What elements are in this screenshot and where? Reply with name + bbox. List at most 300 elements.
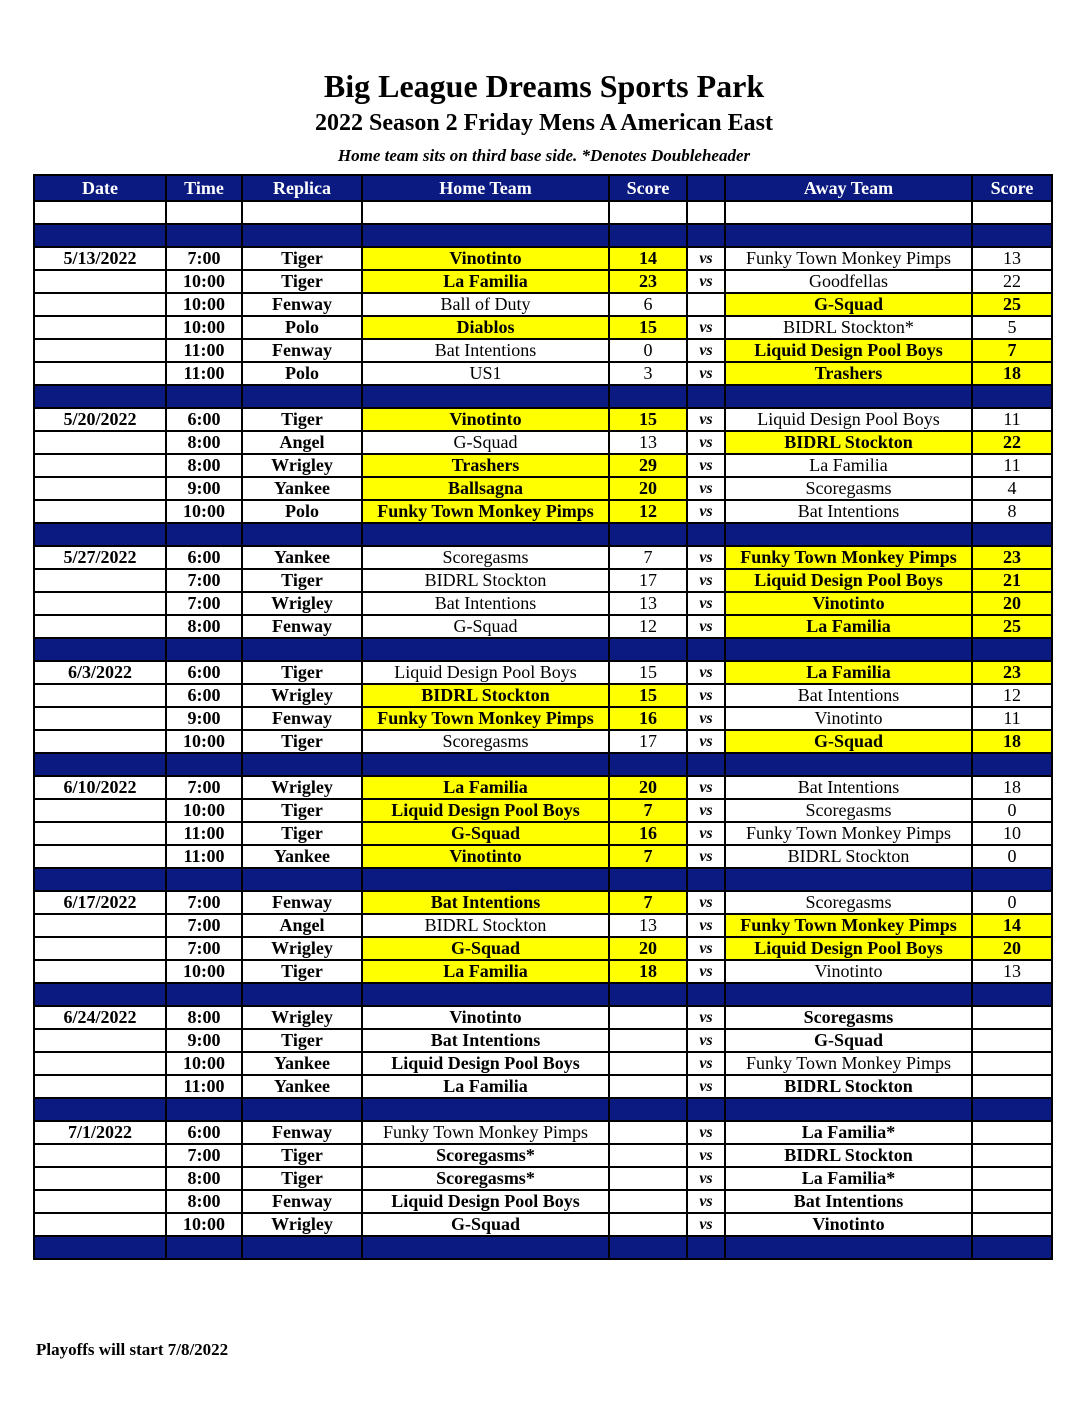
empty-cell: [242, 868, 362, 891]
home-team: Diablos: [362, 316, 609, 339]
table-row: [34, 247, 1052, 270]
home-team: G-Squad: [362, 615, 609, 638]
game-time: 10:00: [166, 960, 242, 983]
away-team: Funky Town Monkey Pimps: [725, 1052, 972, 1075]
game-date: [34, 845, 166, 868]
table-row: [34, 1144, 1052, 1167]
empty-cell: [687, 385, 725, 408]
table-row: [34, 546, 1052, 569]
home-team: Scoregasms*: [362, 1167, 609, 1190]
field-replica: Wrigley: [242, 454, 362, 477]
away-team: Scoregasms: [725, 477, 972, 500]
away-score: [972, 1052, 1052, 1075]
away-team: BIDRL Stockton*: [725, 316, 972, 339]
home-team: BIDRL Stockton: [362, 569, 609, 592]
away-team: BIDRL Stockton: [725, 1075, 972, 1098]
vs-label: vs: [687, 1190, 725, 1213]
away-score: 18: [972, 730, 1052, 753]
vs-label: vs: [687, 960, 725, 983]
home-score: [609, 1144, 687, 1167]
game-date: 6/24/2022: [34, 1006, 166, 1029]
away-score: 14: [972, 914, 1052, 937]
home-score: 15: [609, 408, 687, 431]
away-team: La Familia*: [725, 1121, 972, 1144]
game-date: [34, 500, 166, 523]
away-team: Funky Town Monkey Pimps: [725, 822, 972, 845]
field-replica: Fenway: [242, 1190, 362, 1213]
table-row: [34, 730, 1052, 753]
empty-cell: [725, 983, 972, 1006]
game-date: 5/27/2022: [34, 546, 166, 569]
game-time: 11:00: [166, 845, 242, 868]
empty-cell: [34, 224, 166, 247]
empty-cell: [166, 523, 242, 546]
home-score: [609, 1167, 687, 1190]
empty-cell: [725, 753, 972, 776]
game-date: [34, 454, 166, 477]
empty-cell: [687, 523, 725, 546]
week-separator-row: [34, 224, 1052, 247]
home-team: BIDRL Stockton: [362, 684, 609, 707]
away-score: 12: [972, 684, 1052, 707]
away-score: 25: [972, 615, 1052, 638]
home-team: Scoregasms*: [362, 1144, 609, 1167]
game-time: 10:00: [166, 500, 242, 523]
vs-label: vs: [687, 1144, 725, 1167]
vs-label: vs: [687, 1167, 725, 1190]
field-replica: Tiger: [242, 1144, 362, 1167]
home-score: [609, 1213, 687, 1236]
blank-row: [34, 201, 1052, 224]
empty-cell: [687, 1098, 725, 1121]
empty-cell: [34, 1236, 166, 1259]
empty-cell: [362, 753, 609, 776]
home-score: 15: [609, 684, 687, 707]
empty-cell: [34, 983, 166, 1006]
vs-label: vs: [687, 270, 725, 293]
empty-cell: [725, 868, 972, 891]
empty-cell: [687, 201, 725, 224]
away-score: 21: [972, 569, 1052, 592]
home-team: Bat Intentions: [362, 891, 609, 914]
game-date: [34, 822, 166, 845]
vs-label: vs: [687, 730, 725, 753]
game-date: [34, 431, 166, 454]
empty-cell: [609, 201, 687, 224]
field-replica: Angel: [242, 914, 362, 937]
home-score: 18: [609, 960, 687, 983]
home-team: Liquid Design Pool Boys: [362, 661, 609, 684]
empty-cell: [166, 868, 242, 891]
away-team: Liquid Design Pool Boys: [725, 339, 972, 362]
empty-cell: [166, 983, 242, 1006]
away-team: Scoregasms: [725, 891, 972, 914]
vs-label: vs: [687, 247, 725, 270]
empty-cell: [725, 1098, 972, 1121]
home-score: 12: [609, 615, 687, 638]
col-header-replica: Replica: [242, 175, 362, 201]
game-time: 7:00: [166, 776, 242, 799]
table-row: [34, 1052, 1052, 1075]
away-team: Bat Intentions: [725, 684, 972, 707]
vs-label: vs: [687, 1213, 725, 1236]
home-team: G-Squad: [362, 431, 609, 454]
home-score: 20: [609, 477, 687, 500]
game-date: [34, 1029, 166, 1052]
away-score: 18: [972, 776, 1052, 799]
game-date: 6/3/2022: [34, 661, 166, 684]
empty-cell: [242, 385, 362, 408]
field-replica: Fenway: [242, 293, 362, 316]
empty-cell: [972, 224, 1052, 247]
field-replica: Wrigley: [242, 592, 362, 615]
vs-label: vs: [687, 822, 725, 845]
away-score: 23: [972, 661, 1052, 684]
game-time: 8:00: [166, 1190, 242, 1213]
away-score: 5: [972, 316, 1052, 339]
game-time: 7:00: [166, 891, 242, 914]
vs-label: vs: [687, 1029, 725, 1052]
table-row: [34, 500, 1052, 523]
home-team: Funky Town Monkey Pimps: [362, 707, 609, 730]
vs-label: vs: [687, 546, 725, 569]
empty-cell: [362, 868, 609, 891]
away-score: [972, 1121, 1052, 1144]
week-separator-row: [34, 638, 1052, 661]
empty-cell: [362, 638, 609, 661]
game-time: 7:00: [166, 914, 242, 937]
empty-cell: [242, 1098, 362, 1121]
col-header-home-team: Home Team: [362, 175, 609, 201]
empty-cell: [166, 1236, 242, 1259]
away-score: 18: [972, 362, 1052, 385]
week-separator-row: [34, 523, 1052, 546]
home-score: 7: [609, 891, 687, 914]
home-team: Trashers: [362, 454, 609, 477]
game-time: 10:00: [166, 730, 242, 753]
game-time: 6:00: [166, 1121, 242, 1144]
home-team: Liquid Design Pool Boys: [362, 1190, 609, 1213]
away-team: Vinotinto: [725, 1213, 972, 1236]
away-score: 0: [972, 891, 1052, 914]
empty-cell: [609, 983, 687, 1006]
away-score: 23: [972, 546, 1052, 569]
game-time: 8:00: [166, 431, 242, 454]
field-replica: Polo: [242, 500, 362, 523]
playoffs-note: Playoffs will start 7/8/2022: [36, 1340, 229, 1359]
game-date: [34, 730, 166, 753]
table-row: [34, 615, 1052, 638]
empty-cell: [34, 201, 166, 224]
game-time: 11:00: [166, 362, 242, 385]
table-row: [34, 477, 1052, 500]
vs-label: vs: [687, 1075, 725, 1098]
away-team: La Familia*: [725, 1167, 972, 1190]
field-replica: Yankee: [242, 477, 362, 500]
home-team: Bat Intentions: [362, 1029, 609, 1052]
home-team: BIDRL Stockton: [362, 914, 609, 937]
table-row: [34, 1029, 1052, 1052]
empty-cell: [687, 983, 725, 1006]
table-row: [34, 937, 1052, 960]
away-team: BIDRL Stockton: [725, 431, 972, 454]
week-separator-row: [34, 385, 1052, 408]
empty-cell: [34, 638, 166, 661]
field-replica: Tiger: [242, 960, 362, 983]
vs-label: vs: [687, 776, 725, 799]
game-date: 6/17/2022: [34, 891, 166, 914]
away-score: 20: [972, 937, 1052, 960]
empty-cell: [166, 224, 242, 247]
away-team: G-Squad: [725, 1029, 972, 1052]
home-score: 3: [609, 362, 687, 385]
empty-cell: [687, 1236, 725, 1259]
table-row: [34, 270, 1052, 293]
away-score: [972, 1213, 1052, 1236]
home-team: Liquid Design Pool Boys: [362, 1052, 609, 1075]
game-time: 10:00: [166, 316, 242, 339]
home-score: 14: [609, 247, 687, 270]
home-score: 13: [609, 592, 687, 615]
empty-cell: [34, 385, 166, 408]
home-score: 0: [609, 339, 687, 362]
away-team: Goodfellas: [725, 270, 972, 293]
empty-cell: [34, 753, 166, 776]
away-team: Bat Intentions: [725, 1190, 972, 1213]
game-time: 10:00: [166, 799, 242, 822]
field-replica: Fenway: [242, 615, 362, 638]
empty-cell: [609, 753, 687, 776]
away-score: 10: [972, 822, 1052, 845]
vs-label: vs: [687, 1121, 725, 1144]
field-replica: Yankee: [242, 1052, 362, 1075]
field-replica: Yankee: [242, 1075, 362, 1098]
vs-label: vs: [687, 661, 725, 684]
game-time: 7:00: [166, 569, 242, 592]
game-date: [34, 339, 166, 362]
table-row: [34, 707, 1052, 730]
game-time: 6:00: [166, 661, 242, 684]
game-time: 11:00: [166, 822, 242, 845]
game-time: 10:00: [166, 270, 242, 293]
game-date: 5/13/2022: [34, 247, 166, 270]
empty-cell: [362, 201, 609, 224]
away-team: Liquid Design Pool Boys: [725, 408, 972, 431]
empty-cell: [362, 1098, 609, 1121]
game-date: 5/20/2022: [34, 408, 166, 431]
page-title: Big League Dreams Sports Park: [323, 68, 765, 104]
empty-cell: [725, 201, 972, 224]
away-score: 0: [972, 799, 1052, 822]
table-header-row: [34, 175, 1052, 201]
vs-label: vs: [687, 937, 725, 960]
game-date: [34, 477, 166, 500]
field-replica: Tiger: [242, 1029, 362, 1052]
game-date: [34, 1213, 166, 1236]
field-replica: Tiger: [242, 270, 362, 293]
home-team: Bat Intentions: [362, 339, 609, 362]
game-time: 10:00: [166, 1213, 242, 1236]
field-replica: Wrigley: [242, 1006, 362, 1029]
home-score: 17: [609, 569, 687, 592]
table-row: [34, 408, 1052, 431]
empty-cell: [166, 201, 242, 224]
game-time: 8:00: [166, 1006, 242, 1029]
home-score: [609, 1029, 687, 1052]
empty-cell: [166, 1098, 242, 1121]
game-time: 9:00: [166, 477, 242, 500]
empty-cell: [166, 385, 242, 408]
home-team: Liquid Design Pool Boys: [362, 799, 609, 822]
away-team: La Familia: [725, 661, 972, 684]
table-row: [34, 914, 1052, 937]
week-separator-row: [34, 868, 1052, 891]
empty-cell: [972, 1236, 1052, 1259]
table-row: [34, 845, 1052, 868]
empty-cell: [972, 201, 1052, 224]
home-score: [609, 1006, 687, 1029]
home-score: 17: [609, 730, 687, 753]
col-header-date: Date: [34, 175, 166, 201]
home-score: [609, 1075, 687, 1098]
away-score: 0: [972, 845, 1052, 868]
vs-label: vs: [687, 316, 725, 339]
home-team: Scoregasms: [362, 546, 609, 569]
col-header-away-team: Away Team: [725, 175, 972, 201]
field-replica: Fenway: [242, 707, 362, 730]
game-time: 7:00: [166, 592, 242, 615]
table-row: [34, 1075, 1052, 1098]
vs-label: vs: [687, 1006, 725, 1029]
schedule-body: [34, 201, 1052, 1259]
empty-cell: [687, 868, 725, 891]
away-score: [972, 1006, 1052, 1029]
away-team: Funky Town Monkey Pimps: [725, 247, 972, 270]
table-row: [34, 316, 1052, 339]
empty-cell: [725, 224, 972, 247]
home-team: Scoregasms: [362, 730, 609, 753]
home-score: 7: [609, 845, 687, 868]
empty-cell: [242, 523, 362, 546]
empty-cell: [972, 385, 1052, 408]
vs-label: vs: [687, 431, 725, 454]
vs-label: vs: [687, 615, 725, 638]
game-time: 6:00: [166, 546, 242, 569]
home-team: La Familia: [362, 960, 609, 983]
vs-label: vs: [687, 891, 725, 914]
table-row: [34, 339, 1052, 362]
game-time: 9:00: [166, 707, 242, 730]
game-date: [34, 615, 166, 638]
empty-cell: [362, 385, 609, 408]
away-team: Liquid Design Pool Boys: [725, 937, 972, 960]
game-date: 7/1/2022: [34, 1121, 166, 1144]
home-score: [609, 1052, 687, 1075]
field-replica: Fenway: [242, 1121, 362, 1144]
game-date: [34, 293, 166, 316]
empty-cell: [972, 638, 1052, 661]
week-separator-row: [34, 983, 1052, 1006]
game-time: 8:00: [166, 1167, 242, 1190]
field-replica: Fenway: [242, 891, 362, 914]
home-team: Ball of Duty: [362, 293, 609, 316]
home-score: 7: [609, 546, 687, 569]
game-time: 9:00: [166, 1029, 242, 1052]
home-score: 15: [609, 661, 687, 684]
away-team: Vinotinto: [725, 960, 972, 983]
away-score: 13: [972, 960, 1052, 983]
table-row: [34, 569, 1052, 592]
home-team: Vinotinto: [362, 408, 609, 431]
field-replica: Polo: [242, 362, 362, 385]
away-score: 25: [972, 293, 1052, 316]
table-row: [34, 1213, 1052, 1236]
vs-label: vs: [687, 362, 725, 385]
vs-label: vs: [687, 845, 725, 868]
empty-cell: [362, 224, 609, 247]
away-team: Vinotinto: [725, 592, 972, 615]
game-time: 11:00: [166, 339, 242, 362]
field-replica: Tiger: [242, 408, 362, 431]
empty-cell: [609, 385, 687, 408]
field-replica: Tiger: [242, 569, 362, 592]
away-team: Liquid Design Pool Boys: [725, 569, 972, 592]
game-time: 6:00: [166, 684, 242, 707]
table-row: [34, 1121, 1052, 1144]
game-date: 6/10/2022: [34, 776, 166, 799]
empty-cell: [725, 385, 972, 408]
home-team: G-Squad: [362, 822, 609, 845]
empty-cell: [972, 1098, 1052, 1121]
game-date: [34, 1190, 166, 1213]
game-date: [34, 362, 166, 385]
home-score: 12: [609, 500, 687, 523]
home-team: La Familia: [362, 776, 609, 799]
field-replica: Tiger: [242, 822, 362, 845]
empty-cell: [242, 1236, 362, 1259]
away-team: BIDRL Stockton: [725, 1144, 972, 1167]
table-row: [34, 776, 1052, 799]
schedule-table: [33, 174, 1053, 1260]
home-team: Bat Intentions: [362, 592, 609, 615]
field-replica: Tiger: [242, 730, 362, 753]
home-team: Funky Town Monkey Pimps: [362, 500, 609, 523]
game-date: [34, 1167, 166, 1190]
home-team: Funky Town Monkey Pimps: [362, 1121, 609, 1144]
empty-cell: [972, 983, 1052, 1006]
empty-cell: [609, 224, 687, 247]
empty-cell: [34, 1098, 166, 1121]
away-score: 20: [972, 592, 1052, 615]
home-team: La Familia: [362, 270, 609, 293]
week-separator-row: [34, 1098, 1052, 1121]
field-replica: Wrigley: [242, 776, 362, 799]
vs-label: vs: [687, 339, 725, 362]
empty-cell: [242, 201, 362, 224]
away-team: Trashers: [725, 362, 972, 385]
home-score: 6: [609, 293, 687, 316]
empty-cell: [609, 638, 687, 661]
empty-cell: [609, 523, 687, 546]
away-team: La Familia: [725, 454, 972, 477]
away-team: Funky Town Monkey Pimps: [725, 546, 972, 569]
away-team: G-Squad: [725, 730, 972, 753]
empty-cell: [34, 868, 166, 891]
table-row: [34, 1006, 1052, 1029]
field-replica: Yankee: [242, 546, 362, 569]
vs-label: vs: [687, 500, 725, 523]
vs-label: vs: [687, 592, 725, 615]
